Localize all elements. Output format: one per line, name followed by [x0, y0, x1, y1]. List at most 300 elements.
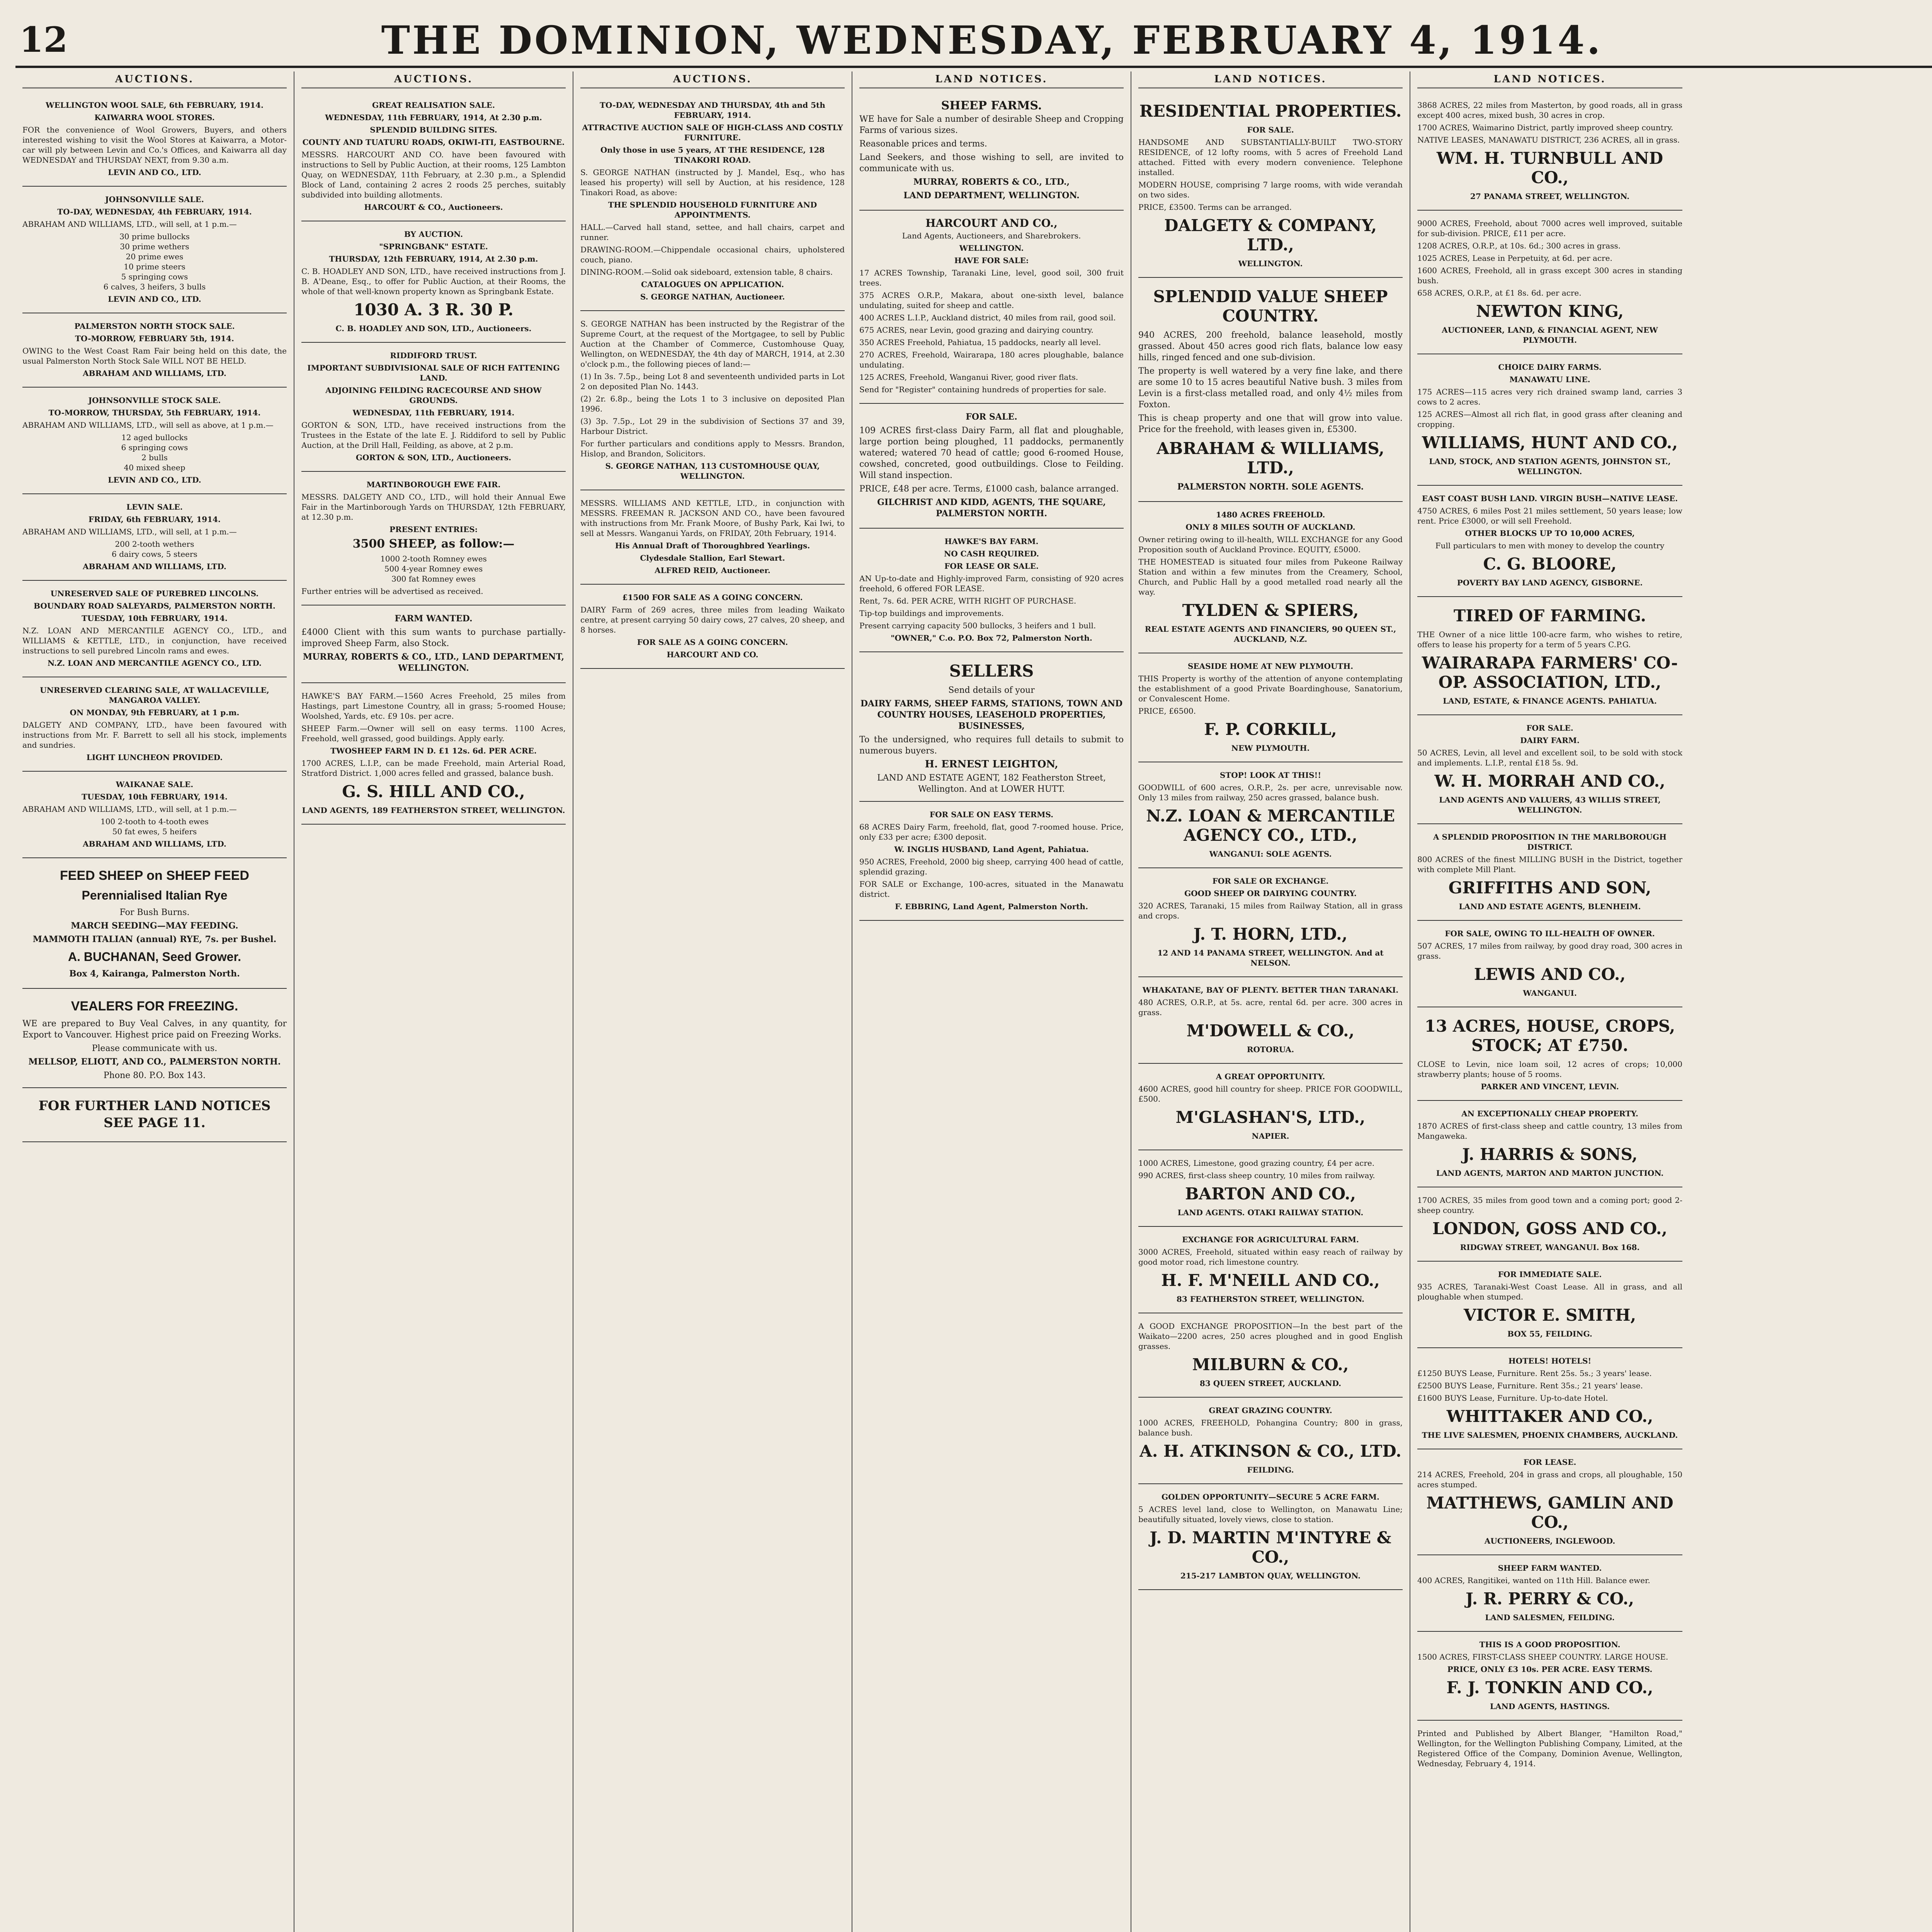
ad-body: THE HOMESTEAD is situated four miles from Pukeone Railway Station and within a few minutes from the Creamery, School, Church, and Public Hall by a good metalled road nearly all the way. — [1138, 557, 1403, 597]
ad-subheading: FOR SALE AS A GOING CONCERN. — [637, 638, 788, 647]
ad-hotels — [1417, 1348, 1682, 1449]
ad-body: GORTON & SON, LTD., have received instructions from the Trustees in the Estate of the late E. J. Riddiford to sell by Public Auction, at the Drill Hall, Feilding, as above, at 2 p.m. — [301, 420, 566, 450]
ad-advertiser: HARCOURT AND CO., — [925, 217, 1058, 230]
ad-body: The property is well watered by a very fine lake, and there are some 10 to 15 acres beautiful Native bush. 3 miles from Levin is a first-class metalled road, and only 4½ miles from Foxton. — [1138, 366, 1403, 410]
ad-heading: TIRED OF FARMING. — [1453, 606, 1646, 625]
ad-advertiser: F. EBBRING, Land Agent, Palmerston North. — [895, 902, 1088, 911]
ad-address: LAND DEPARTMENT, WELLINGTON. — [903, 190, 1080, 201]
ad-sellers — [859, 652, 1124, 802]
ad-easy-terms — [859, 802, 1124, 921]
lot-line: 200 2-tooth wethers — [115, 539, 194, 549]
ad-subheading: ADJOINING FEILDING RACECOURSE AND SHOW GROUNDS. — [325, 386, 542, 405]
ad-sheep-country — [1138, 278, 1403, 502]
column-heading: LAND NOTICES. — [1138, 71, 1403, 88]
ad-address: THE LIVE SALESMEN, PHOENIX CHAMBERS, AUCKLAND. — [1422, 1430, 1678, 1440]
ad-waikato-exchange — [1138, 1313, 1403, 1398]
ad-body: MESSRS. HARCOURT AND CO. have been favoured with instructions to Sell by Public Auction, at their rooms, 125 Lambton Quay, on WEDNESDAY, 11th February, at 2.30 p.m., a Splendid Block of Land, containing 2 acres 2 roods 25 perches, suitably subdivided into building allotments. — [301, 150, 566, 199]
ad-dairy-farm-levin — [1417, 715, 1682, 824]
lot-line: 500 4-year Romney ewes — [384, 564, 483, 573]
ad-advertiser: VICTOR E. SMITH, — [1463, 1306, 1636, 1325]
ad-advertiser: MELLSOP, ELIOTT, AND CO., PALMERSTON NORTH. — [28, 1057, 281, 1067]
ad-address: POVERTY BAY LAND AGENCY, GISBORNE. — [1457, 578, 1643, 587]
ad-address: WELLINGTON. — [1238, 259, 1303, 268]
ad-date: FRIDAY, 6th FEBRUARY, 1914. — [88, 515, 221, 524]
ad-address: BOX 55, FEILDING. — [1507, 1329, 1592, 1338]
ad-signature: LEVIN AND CO., LTD. — [108, 168, 201, 177]
listing: 9000 ACRES, Freehold, about 7000 acres well improved, suitable for sub-division. PRICE, £11 per acre. — [1417, 219, 1682, 238]
ad-address: 215-217 LAMBTON QUAY, WELLINGTON. — [1180, 1571, 1361, 1580]
ad-subheading: FOR LEASE OR SALE. — [944, 561, 1039, 571]
ad-address: WANGANUI. — [1523, 988, 1577, 998]
ad-subheading: His Annual Draft of Thoroughbred Yearlings. — [615, 541, 810, 550]
column-5 — [1131, 71, 1410, 1932]
ad-signature: HARCOURT & CO., Auctioneers. — [364, 202, 503, 212]
listing: 1208 ACRES, O.R.P., at 10s. 6d.; 300 acres in grass. — [1417, 241, 1621, 250]
listing: 400 ACRES, Rangitikei, wanted on 11th Hill. Balance ewer. — [1417, 1576, 1650, 1585]
ad-body: FOR the convenience of Wool Growers, Buyers, and others interested wishing to visit the Wool Stores at Kaiwarra, a Motor-car will ply between Levin and Co.'s Offices, and Kaiwarra all day WEDNESDAY and THURSDAY NEXT, from 9.30 a.m. — [22, 125, 287, 165]
listing: 4750 ACRES, 6 miles Post 21 miles settlement, 50 years lease; low rent. Price £3000, or will sell Freehold. — [1417, 506, 1682, 526]
ad-13-acres — [1417, 1007, 1682, 1101]
ad-subheading: SPLENDID BUILDING SITES. — [370, 125, 497, 134]
column-heading: AUCTIONS. — [301, 71, 566, 88]
listing: 1700 ACRES, Waimarino District, partly improved sheep country. — [1417, 123, 1673, 132]
ad-heading: RESIDENTIAL PROPERTIES. — [1139, 102, 1402, 121]
ad-subheading: MANAWATU LINE. — [1509, 375, 1590, 384]
listing: 270 ACRES, Freehold, Wairarapa, 180 acres ploughable, balance undulating. — [859, 350, 1124, 369]
ad-springbank-estate — [301, 221, 566, 343]
ad-date: WEDNESDAY, 11th FEBRUARY, 1914, At 2.30 p.m. — [325, 113, 542, 122]
ad-body: S. GEORGE NATHAN has been instructed by the Registrar of the Supreme Court, at the request of the Mortgagee, to sell by Public Auction at the Chamber of Commerce, Customhouse Quay, Wellington, on WEDNESDAY, the 4th day of MARCH, 1914, at 2.30 o'clock p.m., the following pieces of land:— — [580, 319, 845, 369]
ad-address: ROTORUA. — [1247, 1045, 1294, 1054]
ad-subheading: TWOSHEEP FARM IN D. £1 12s. 6d. PER ACRE. — [330, 746, 537, 755]
listing: £1600 BUYS Lease, Furniture. Up-to-date Hotel. — [1417, 1393, 1608, 1403]
ad-advertiser: MURRAY, ROBERTS & CO., LTD., — [913, 177, 1070, 187]
listing: 17 ACRES Township, Taranaki Line, level, good soil, 300 fruit trees. — [859, 268, 1124, 287]
ad-line: For Bush Burns. — [119, 908, 190, 917]
ad-advertiser: WAIRARAPA FARMERS' CO-OP. ASSOCIATION, LTD., — [1422, 653, 1678, 692]
ad-heading: 13 ACRES, HOUSE, CROPS, STOCK; AT £750. — [1424, 1017, 1675, 1055]
ad-address: 83 FEATHERSTON STREET, WELLINGTON. — [1176, 1294, 1365, 1304]
ad-subheading: IMPORTANT SUBDIVISIONAL SALE OF RICH FATTENING LAND. — [307, 363, 560, 383]
ad-heading: FEED SHEEP on SHEEP FEED — [60, 868, 249, 883]
imprint — [1417, 1721, 1682, 1777]
ad-line: MAMMOTH ITALIAN (annual) RYE, 7s. per Bushel. — [32, 934, 277, 944]
ad-date: TUESDAY, 10th FEBRUARY, 1914. — [82, 792, 228, 801]
ad-signature: N.Z. LOAN AND MERCANTILE AGENCY CO., LTD. — [48, 658, 262, 668]
column-1 — [15, 71, 294, 1932]
ad-signature: LEVIN AND CO., LTD. — [108, 294, 201, 304]
listing: 50 ACRES, Levin, all level and excellent soil, to be sold with stock and implements. L.I.P., rental £18 5s. 9d. — [1417, 748, 1682, 767]
ad-date: TO-MORROW, FEBRUARY 5th, 1914. — [75, 334, 234, 343]
ad-advertiser: J. HARRIS & SONS, — [1462, 1145, 1638, 1164]
ad-for-lease — [1417, 1449, 1682, 1555]
ad-footer: LIGHT LUNCHEON PROVIDED. — [86, 753, 223, 762]
listing: 175 ACRES—115 acres very rich drained swamp land, carries 3 cows to 2 acres. — [1417, 387, 1682, 406]
ad-address: LAND AND ESTATE AGENT, 182 Featherston Street, Wellington. And at LOWER HUTT. — [877, 773, 1106, 794]
ad-advertiser: ABRAHAM & WILLIAMS, LTD., — [1156, 439, 1384, 477]
ad-advertiser: J. D. MARTIN M'INTYRE & CO., — [1150, 1528, 1391, 1566]
listing: 68 ACRES Dairy Farm, freehold, flat, good 7-roomed house. Price, only £33 per acre; £300 deposit. — [859, 822, 1124, 842]
ad-advertiser: G. S. HILL AND CO., — [342, 782, 525, 801]
ad-choice-dairy — [1417, 354, 1682, 486]
ad-heading: £1500 FOR SALE AS A GOING CONCERN. — [622, 593, 803, 602]
ad-see-page-11 — [22, 1088, 287, 1142]
ad-body: (1) In 3s. 7.5p., being Lot 8 and seventeenth undivided parts in Lot 2 on deposited Plan No. 1443. — [580, 372, 845, 391]
ad-vealers — [22, 989, 287, 1088]
ad-heading: FOR SALE OR EXCHANGE. — [1212, 876, 1329, 886]
ad-body: Rent, 7s. 6d. PER ACRE, WITH RIGHT OF PURCHASE. — [859, 596, 1077, 605]
ad-body: (2) 2r. 6.8p., being the Lots 1 to 3 inclusive on deposited Plan 1996. — [580, 394, 845, 413]
listing: 507 ACRES, 17 miles from railway, by good dray road, 300 acres in grass. — [1417, 941, 1682, 961]
ad-advertiser: F. P. CORKILL, — [1204, 720, 1337, 739]
ad-johnsonville-sale — [22, 187, 287, 313]
ad-marlborough — [1417, 824, 1682, 921]
ad-body: 1000 ACRES, FREEHOLD, Pohangina Country; 800 in grass, balance bush. — [1138, 1418, 1403, 1437]
ad-subheading: DAIRY FARM. — [1520, 736, 1580, 745]
ad-heading: PALMERSTON NORTH STOCK SALE. — [74, 321, 235, 331]
listing: 1600 ACRES, Freehold, all in grass except 300 acres in standing bush. — [1417, 266, 1682, 285]
ad-heading: JOHNSONVILLE SALE. — [105, 195, 204, 204]
ad-heading: EAST COAST BUSH LAND. VIRGIN BUSH—NATIVE LEASE. — [1422, 494, 1678, 503]
ad-advertiser: TYLDEN & SPIERS, — [1182, 601, 1359, 620]
ad-realisation-sale — [301, 92, 566, 221]
lot-line: 6 springing cows — [121, 443, 188, 452]
ad-seaside-home — [1138, 653, 1403, 762]
ad-line: Please communicate with us. — [92, 1044, 218, 1053]
ad-heading: LEVIN SALE. — [126, 502, 183, 512]
ad-body: SHEEP Farm.—Owner will sell on easy terms. 1100 Acres, Freehold, well grassed, good buildings. Apply early. — [301, 724, 566, 743]
ad-address: LAND AGENTS, HASTINGS. — [1490, 1702, 1610, 1711]
ad-heading: SHEEP FARMS. — [941, 99, 1042, 112]
listing: 675 ACRES, near Levin, good grazing and dairying country. — [859, 325, 1094, 335]
ad-body: (3) 3p. 7.5p., Lot 29 in the subdivision of Sections 37 and 39, Harbour District. — [580, 417, 845, 436]
column-3 — [573, 71, 852, 1932]
ad-body: 320 ACRES, Taranaki, 15 miles from Railway Station, all in grass and crops. — [1138, 901, 1403, 920]
listing: 1025 ACRES, Lease in Perpetuity, at 6d. per acre. — [1417, 253, 1612, 263]
lot-line: 2 bulls — [141, 453, 168, 462]
ad-body: This is cheap property and one that will grow into value. Price for the freehold, with leases given in, £5300. — [1138, 413, 1403, 434]
ad-body: £4000 Client with this sum wants to purchase partially-improved Sheep Farm, also Stock. — [301, 628, 566, 648]
ad-turnbull — [1417, 92, 1682, 211]
ad-footer: CATALOGUES ON APPLICATION. — [641, 280, 784, 289]
ad-heading: FOR SALE, OWING TO ILL-HEALTH OF OWNER. — [1445, 929, 1655, 938]
ad-ewe-fair — [301, 472, 566, 605]
ad-farm-wanted — [301, 605, 566, 683]
ad-heading: WAIKANAE SALE. — [116, 780, 194, 789]
ad-advertiser: W. H. MORRAH AND CO., — [1434, 772, 1665, 791]
ad-address: FEILDING. — [1247, 1465, 1294, 1475]
ad-tired-of-farming — [1417, 597, 1682, 715]
listing: 950 ACRES, Freehold, 2000 big sheep, carrying 400 head of cattle, splendid grazing. — [859, 857, 1124, 876]
ad-address: PALMERSTON NORTH. SOLE AGENTS. — [1177, 482, 1364, 492]
ad-body: WE are prepared to Buy Veal Calves, in any quantity, for Export to Vancouver. Highest price paid on Freezing Works. — [22, 1019, 287, 1040]
ad-heading: SHEEP FARM WANTED. — [1498, 1563, 1602, 1573]
ad-subheading: Perennialised Italian Rye — [82, 888, 228, 902]
ad-great-opportunity — [1138, 1064, 1403, 1150]
ad-dairy-farm-109 — [859, 404, 1124, 529]
ad-address: NEW PLYMOUTH. — [1231, 743, 1310, 753]
ad-address: WANGANUI: SOLE AGENTS. — [1209, 849, 1332, 859]
ad-advertiser: J. T. HORN, LTD., — [1193, 925, 1348, 944]
ad-heading: VEALERS FOR FREEZING. — [71, 999, 238, 1014]
lot-line: 40 mixed sheep — [124, 463, 185, 472]
ad-advertiser: N.Z. LOAN & MERCANTILE AGENCY CO., LTD., — [1146, 806, 1395, 845]
ad-london-goss — [1417, 1187, 1682, 1262]
ad-subheading: OTHER BLOCKS UP TO 10,000 ACRES, — [1465, 529, 1635, 538]
lot-line: 10 prime steers — [124, 262, 185, 271]
ad-heading: HOTELS! HOTELS! — [1508, 1356, 1592, 1366]
ad-ill-health — [1417, 921, 1682, 1007]
ad-body: HAWKE'S BAY FARM.—1560 Acres Freehold, 25 miles from Hastings, part Limestone Country, all in grass; 5-roomed House; Woolshed, Yards, etc. £9 10s. per acre. — [301, 691, 566, 721]
page-number: 12 — [19, 19, 68, 60]
listing: 125 ACRES—Almost all rich flat, in good grass after cleaning and cropping. — [1417, 410, 1682, 429]
ad-body: 1700 ACRES, L.I.P., can be made Freehold, main Arterial Road, Stratford District. 1,000 acres felled and grassed, balance bush. — [301, 759, 566, 778]
ad-signature: S. GEORGE NATHAN, Auctioneer. — [640, 292, 785, 301]
ad-golden-opportunity — [1138, 1484, 1403, 1590]
column-heading: LAND NOTICES. — [859, 71, 1124, 88]
listing: 3868 ACRES, 22 miles from Masterton, by good roads, all in grass except 400 acres, mixed bush, 30 acres in crop. — [1417, 100, 1682, 120]
ad-1480-acres — [1138, 502, 1403, 653]
ad-advertiser: MILBURN & CO., — [1192, 1355, 1349, 1374]
ad-date: WEDNESDAY, 11th FEBRUARY, 1914. — [352, 408, 515, 417]
ad-advertiser: J. R. PERRY & CO., — [1465, 1589, 1634, 1608]
listing: NATIVE LEASES, MANAWATU DISTRICT, 236 ACRES, all in grass. — [1417, 135, 1680, 145]
ad-subheading: HAVE FOR SALE: — [954, 256, 1029, 265]
ad-heading: STOP! LOOK AT THIS!! — [1219, 770, 1321, 780]
ad-footer: Send for "Register" containing hundreds of properties for sale. — [859, 385, 1106, 394]
ad-wool-sale — [22, 92, 287, 187]
ad-address: LAND AND ESTATE AGENTS, BLENHEIM. — [1459, 902, 1641, 911]
ad-limestone — [1138, 1150, 1403, 1227]
ad-address: LAND, ESTATE, & FINANCE AGENTS. PAHIATUA. — [1443, 696, 1657, 706]
ad-address: AUCTIONEER, LAND, & FINANCIAL AGENT, NEW PLYMOUTH. — [1442, 325, 1658, 345]
ad-newton-king — [1417, 211, 1682, 354]
ad-advertiser: "OWNER," C.o. P.O. Box 72, Palmerston North. — [891, 633, 1092, 643]
ad-address: 83 QUEEN STREET, AUCKLAND. — [1199, 1379, 1342, 1388]
ad-date: THURSDAY, 12th FEBRUARY, 1914, At 2.30 p.m. — [329, 254, 538, 264]
ad-cheap-property — [1417, 1101, 1682, 1187]
ad-heading: EXCHANGE FOR AGRICULTURAL FARM. — [1182, 1235, 1359, 1244]
ad-advertiser: GRIFFITHS AND SON, — [1448, 878, 1651, 897]
lot-line: 20 prime ewes — [126, 252, 184, 261]
ad-body: ABRAHAM AND WILLIAMS, LTD., will sell, at 1 p.m.— — [22, 219, 237, 229]
ad-body: THE Owner of a nice little 100-acre farm, who wishes to retire, offers to lease his property for a term of 5 years C.P.G. — [1417, 630, 1682, 649]
ad-address: LAND AGENTS. OTAKI RAILWAY STATION. — [1177, 1208, 1364, 1217]
ad-advertiser: F. J. TONKIN AND CO., — [1446, 1678, 1653, 1697]
listing: 800 ACRES of the finest MILLING BUSH in the District, together with complete Mill Plant. — [1417, 855, 1682, 874]
listing: 125 ACRES, Freehold, Wanganui River, good river flats. — [859, 372, 1078, 382]
lot-line: 6 dairy cows, 5 steers — [112, 549, 197, 559]
ad-address: LAND AGENTS AND VALUERS, 43 WILLIS STREET, WELLINGTON. — [1439, 795, 1661, 815]
ad-subheading: GOOD SHEEP OR DAIRYING COUNTRY. — [1184, 889, 1357, 898]
ad-signature: ABRAHAM AND WILLIAMS, LTD. — [83, 369, 226, 378]
ad-east-coast-bush — [1417, 486, 1682, 597]
lot-line: 30 prime bullocks — [119, 232, 190, 241]
ad-body: Owner retiring owing to ill-health, WILL EXCHANGE for any Good Proposition south of Auckland Province. EQUITY, £5000. — [1138, 535, 1403, 554]
ad-body: OWING to the West Coast Ram Fair being held on this date, the usual Palmerston North Stock Sale WILL NOT BE HELD. — [22, 346, 287, 366]
ad-address: 27 PANAMA STREET, WELLINGTON. — [1470, 192, 1630, 201]
ad-palmerston-sale — [22, 313, 287, 388]
listing: £1250 BUYS Lease, Furniture. Rent 25s. 5s.; 3 years' lease. — [1417, 1369, 1652, 1378]
ad-price: PRICE, £6500. — [1138, 706, 1196, 716]
ad-signature: HARCOURT AND CO. — [667, 650, 759, 659]
ad-date: TO-DAY, WEDNESDAY, 4th FEBRUARY, 1914. — [57, 207, 252, 216]
ad-heading: UNRESERVED CLEARING SALE, AT WALLACEVILLE, MANGAROA VALLEY. — [40, 685, 269, 705]
listing: 1000 ACRES, Limestone, good grazing country, £4 per acre. — [1138, 1158, 1375, 1168]
ad-advertiser: WM. H. TURNBULL AND CO., — [1436, 149, 1663, 187]
ad-entries: 3500 SHEEP, as follow:— — [352, 537, 515, 551]
ad-advertiser: M'DOWELL & CO., — [1186, 1021, 1355, 1040]
lot-line: 30 prime wethers — [120, 242, 189, 251]
ad-advertiser: WILLIAMS, HUNT AND CO., — [1422, 433, 1678, 452]
ad-body: CLOSE to Levin, nice loam soil, 12 acres of crops; 10,000 strawberry plants; house of 5 rooms. — [1417, 1060, 1682, 1079]
ad-line: Send details of your — [948, 685, 1035, 695]
ad-subheading: KAIWARRA WOOL STORES. — [94, 113, 215, 122]
ad-heading: ATTRACTIVE AUCTION SALE OF HIGH-CLASS AND COSTLY FURNITURE. — [582, 123, 843, 142]
ad-address: LAND AGENTS, 189 FEATHERSTON STREET, WELLINGTON. — [302, 806, 565, 815]
listing: 1700 ACRES, 35 miles from good town and a coming port; good 2-sheep country. — [1417, 1196, 1682, 1215]
ad-heading: GREAT REALISATION SALE. — [372, 100, 495, 110]
ad-subheading: "SPRINGBANK" ESTATE. — [379, 242, 488, 251]
ad-body: DAIRY Farm of 269 acres, three miles from leading Waikato centre, at present carrying 50 dairy cows, 27 calves, 20 sheep, and 8 horses. — [580, 605, 845, 634]
ad-heading: FOR SALE ON EASY TERMS. — [929, 810, 1054, 819]
ad-advertiser: DALGETY & COMPANY, LTD., — [1164, 216, 1377, 254]
ad-address: NAPIER. — [1252, 1131, 1289, 1141]
lot-line: 300 fat Romney ewes — [391, 574, 476, 583]
ad-heading: WELLINGTON WOOL SALE, 6th FEBRUARY, 1914. — [46, 100, 264, 110]
ad-body: MESSRS. WILLIAMS AND KETTLE, LTD., in conjunction with MESSRS. FREEMAN R. JACKSON AND CO., have been favoured with instructions from Mr. Frank Moore, of Bushy Park, Kai Iwi, to sell at Messrs. Wanganui Yards, on FRIDAY, 20th February, 1914. — [580, 498, 845, 538]
ad-hawkes-bay-lease — [859, 529, 1124, 652]
column-heading: LAND NOTICES. — [1417, 71, 1682, 88]
ad-price: PRICE, £48 per acre. Terms, £1000 cash, balance arranged. — [859, 484, 1119, 494]
ad-body: Tip-top buildings and improvements. — [859, 609, 1004, 618]
ad-whakatane — [1138, 977, 1403, 1064]
ad-heading: FOR FURTHER LAND NOTICES SEE PAGE 11. — [38, 1098, 271, 1131]
ad-price: PRICE, £3500. Terms can be arranged. — [1138, 202, 1292, 212]
ad-subheading: THE SPLENDID HOUSEHOLD FURNITURE AND APPOINTMENTS. — [608, 200, 817, 219]
ad-body: DRAWING-ROOM.—Chippendale occasional chairs, upholstered couch, piano. — [580, 245, 845, 264]
ad-agricultural-exchange — [1138, 1227, 1403, 1313]
ad-sale-or-exchange — [1138, 868, 1403, 977]
ad-subheading: NO CASH REQUIRED. — [944, 549, 1039, 558]
listing: FOR SALE or Exchange, 100-acres, situated in the Manawatu district. — [859, 879, 1124, 899]
ad-mortgagee-sale — [580, 311, 845, 490]
ad-advertiser: NEWTON KING, — [1476, 302, 1624, 321]
ad-body: 5 ACRES level land, close to Wellington, on Manawatu Line; beautifully situated, lovely views, close to station. — [1138, 1505, 1403, 1524]
lot-line: 100 2-tooth to 4-tooth ewes — [100, 817, 209, 826]
ad-body: 480 ACRES, O.R.P., at 5s. acre, rental 6d. per acre. 300 acres in grass. — [1138, 998, 1403, 1017]
ad-signature: MURRAY, ROBERTS & CO., LTD., LAND DEPARTMENT, WELLINGTON. — [303, 652, 565, 673]
ad-advertiser: H. F. M'NEILL AND CO., — [1161, 1271, 1380, 1290]
ad-heading: 1480 ACRES FREEHOLD. — [1216, 510, 1325, 519]
listing: 400 ACRES L.I.P., Auckland district, 40 miles from rail, good soil. — [859, 313, 1116, 322]
ad-address: LAND, STOCK, AND STATION AGENTS, JOHNSTON ST., WELLINGTON. — [1429, 457, 1671, 476]
ad-heading: AN EXCEPTIONALLY CHEAP PROPERTY. — [1461, 1109, 1638, 1118]
ad-body: DALGETY AND COMPANY, LTD., have been favoured with instructions from Mr. F. Barrett to sell all his stock, implements and sundries. — [22, 720, 287, 750]
ad-heading: FOR LEASE. — [1523, 1458, 1577, 1467]
ad-advertiser: GILCHRIST AND KIDD, AGENTS, THE SQUARE, PALMERSTON NORTH. — [877, 497, 1106, 519]
ad-body: Reasonable prices and terms. — [859, 139, 987, 149]
ad-advertiser: WHITTAKER AND CO., — [1446, 1407, 1653, 1426]
ad-advertiser: H. ERNEST LEIGHTON, — [925, 759, 1058, 770]
ad-advertiser: C. G. BLOORE, — [1483, 554, 1617, 573]
ad-heading: SELLERS — [949, 662, 1034, 680]
ad-dairy-going-concern — [580, 585, 845, 669]
ad-heading: WHAKATANE, BAY OF PLENTY. BETTER THAN TARANAKI. — [1142, 985, 1399, 995]
ad-furniture-sale — [580, 92, 845, 311]
listing: 375 ACRES O.R.P., Makara, about one-sixth level, balance undulating, suited for sheep and cattle. — [859, 291, 1124, 310]
listing: 990 ACRES, first-class sheep country, 10 miles from railway. — [1138, 1171, 1375, 1180]
ad-heading: FOR SALE. — [966, 412, 1017, 422]
column-heading: AUCTIONS. — [22, 71, 287, 88]
ad-address: LAND SALESMEN, FEILDING. — [1485, 1613, 1615, 1622]
ad-subheading: PRESENT ENTRIES: — [389, 525, 478, 534]
ad-subheading: BOUNDARY ROAD SALEYARDS, PALMERSTON NORTH. — [34, 601, 276, 611]
column-2 — [294, 71, 573, 1932]
ad-date: TUESDAY, 10th FEBRUARY, 1914. — [82, 614, 228, 623]
ad-footer: Further entries will be advertised as received. — [301, 587, 483, 596]
ad-subheading: ONLY 8 MILES SOUTH OF AUCKLAND. — [1185, 522, 1355, 532]
ad-johnsonville-stock — [22, 388, 287, 494]
ad-heading: RIDDIFORD TRUST. — [390, 351, 477, 360]
lot-line: 12 aged bullocks — [121, 433, 188, 442]
ad-heading: SEASIDE HOME AT NEW PLYMOUTH. — [1187, 662, 1354, 671]
ad-signature: C. B. HOADLEY AND SON, LTD., Auctioneers. — [335, 324, 532, 333]
ad-immediate-sale — [1417, 1262, 1682, 1348]
listing: £2500 BUYS Lease, Furniture. Rent 35s.; 21 years' lease. — [1417, 1381, 1643, 1390]
ad-signature: LEVIN AND CO., LTD. — [108, 475, 201, 485]
ad-heading: GREAT GRAZING COUNTRY. — [1209, 1406, 1332, 1415]
ad-body: HALL.—Carved hall stand, settee, and hall chairs, carpet and runner. — [580, 223, 845, 242]
ad-line: Land Agents, Auctioneers, and Sharebrokers. — [902, 231, 1081, 240]
ad-subheading: COUNTY AND TUATURU ROADS, OKIWI-ITI, EASTBOURNE. — [302, 138, 565, 147]
ad-body: MESSRS. DALGETY AND CO., LTD., will hold their Annual Ewe Fair in the Martinborough Yards on THURSDAY, 12th FEBRUARY, at 12.30 p.m. — [301, 492, 566, 522]
ad-advertiser: LEWIS AND CO., — [1474, 965, 1626, 984]
ad-body: AN Up-to-date and Highly-improved Farm, consisting of 920 acres freehold, 6 offered FOR LEASE. — [859, 574, 1124, 593]
ad-heading: FOR IMMEDIATE SALE. — [1498, 1270, 1602, 1279]
ad-heading: A GREAT OPPORTUNITY. — [1216, 1072, 1325, 1081]
page-columns — [15, 71, 1932, 1932]
listing: 658 ACRES, O.R.P., at £1 8s. 6d. per acre. — [1417, 288, 1582, 298]
ad-address: AUCTIONEERS, INGLEWOOD. — [1484, 1536, 1616, 1546]
column-heading: AUCTIONS. — [580, 71, 845, 88]
ad-signature: S. GEORGE NATHAN, 113 CUSTOMHOUSE QUAY, WELLINGTON. — [605, 461, 820, 481]
ad-heading: MARTINBOROUGH EWE FAIR. — [366, 480, 501, 489]
ad-body: Present carrying capacity 500 bullocks, 3 heifers and 1 bull. — [859, 621, 1096, 630]
ad-advertiser: PARKER AND VINCENT, LEVIN. — [1481, 1082, 1619, 1091]
ad-body: GOODWILL of 600 acres, O.R.P., 2s. per acre, unrevisable now. Only 13 miles from railway, 250 acres grassed, balance bush. — [1138, 783, 1403, 802]
ad-advertiser: W. INGLIS HUSBAND, Land Agent, Pahiatua. — [894, 845, 1089, 854]
masthead — [15, 8, 1932, 68]
imprint-text: Printed and Published by Albert Blanger, "Hamilton Road," Wellington, for the Wellington Publishing Company, Limited, at the Registered Office of the Company, Dominion Avenue, Wellington, Wednesday, February 4, 1914. — [1417, 1729, 1682, 1768]
ad-lincolns-sale — [22, 581, 287, 677]
column-6 — [1410, 71, 1689, 1932]
ad-heading: SPLENDID VALUE SHEEP COUNTRY. — [1153, 287, 1388, 325]
ad-body: HANDSOME AND SUBSTANTIALLY-BUILT TWO-STORY RESIDENCE, of 12 lofty rooms, with 5 acres of Freehold Land attached. Fitted with every modern convenience. Telephone installed. — [1138, 138, 1403, 177]
lot-line: 50 fat ewes, 5 heifers — [112, 827, 197, 836]
ad-advertiser: A. BUCHANAN, Seed Grower. — [68, 950, 242, 964]
ad-line: WELLINGTON. — [959, 243, 1024, 253]
ad-body: S. GEORGE NATHAN (instructed by J. Mandel, Esq., who has leased his property) will sell by Auction, at his residence, 128 Tinakori Road, as above: — [580, 168, 845, 197]
ad-good-proposition — [1417, 1632, 1682, 1721]
ad-residential — [1138, 92, 1403, 278]
lot-line: 6 calves, 3 heifers, 3 bulls — [103, 282, 206, 291]
ad-address: REAL ESTATE AGENTS AND FINANCIERS, 90 QUEEN ST., AUCKLAND, N.Z. — [1145, 624, 1396, 644]
newspaper-title: THE DOMINION, WEDNESDAY, FEBRUARY 4, 1914. — [381, 17, 1603, 63]
ad-line: DAIRY FARMS, SHEEP FARMS, STATIONS, TOWN AND COUNTRY HOUSES, LEASEHOLD PROPERTIES, BUSINESSES, — [860, 699, 1123, 731]
ad-yearlings-sale — [580, 490, 845, 585]
ad-signature: ABRAHAM AND WILLIAMS, LTD. — [83, 562, 226, 571]
